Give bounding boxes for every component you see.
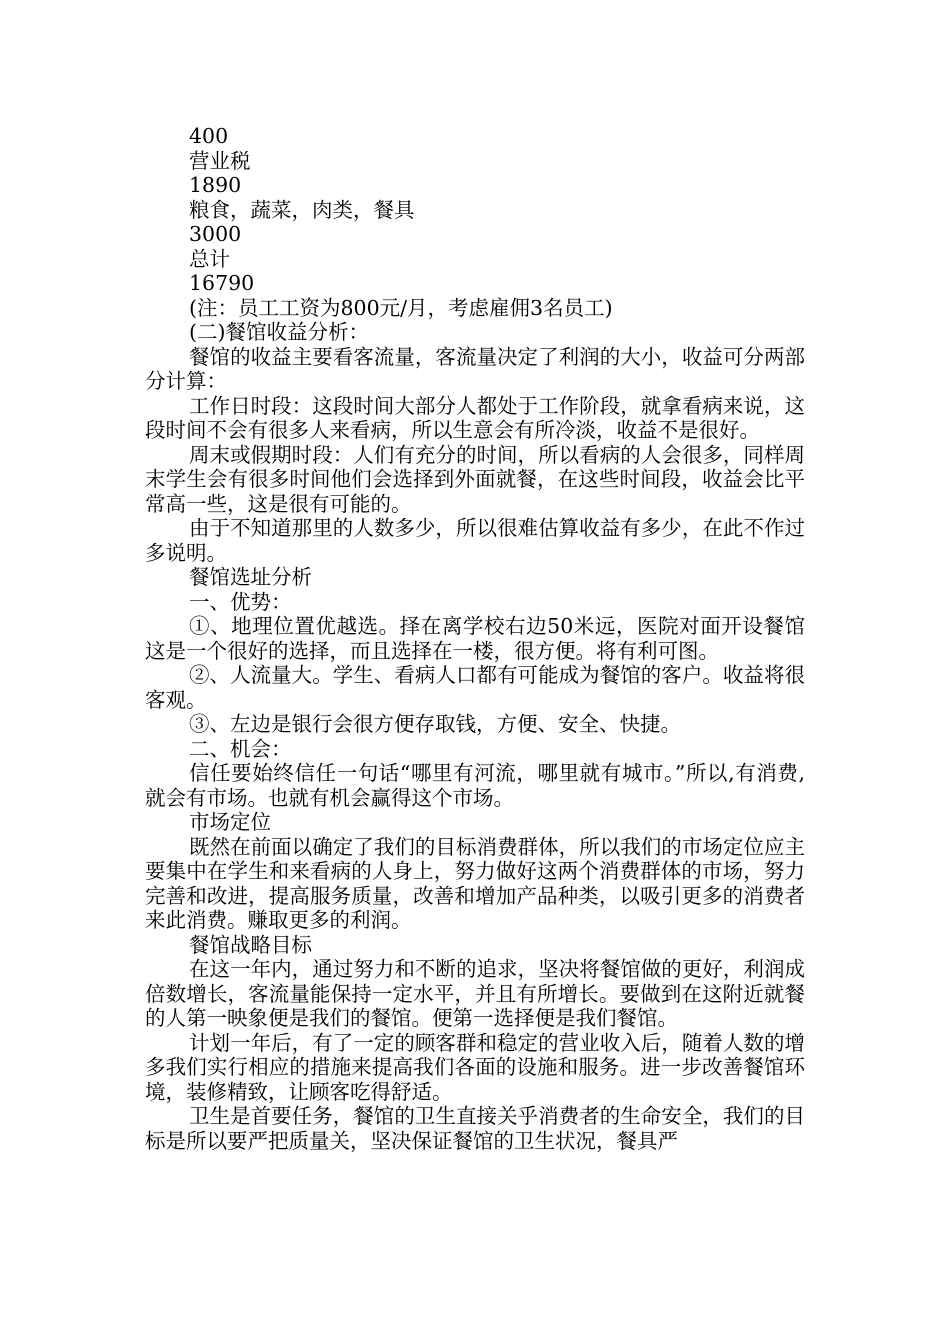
paragraph: ②、人流量大。学生、看病人口都有可能成为餐馆的客户。收益将很客观。 <box>145 663 805 712</box>
section-heading: 餐馆选址分析 <box>189 565 312 589</box>
text-line: 16790 <box>189 271 255 295</box>
text-line: 400 <box>189 124 229 148</box>
paragraph: 计划一年后，有了一定的顾客群和稳定的营业收入后，随着人数的增多我们实行相应的措施来提高我们各面的设施和服务。进一步改善餐馆环境，装修精致，让顾客吃得舒适。 <box>145 1030 805 1104</box>
paragraph: 既然在前面以确定了我们的目标消费群体，所以我们的市场定位应主要集中在学生和来看病的人身上，努力做好这两个消费群体的市场，努力完善和改进，提高服务质量，改善和增加产品种类，以吸引更多的消费者来此消费。赚取更多的利润。 <box>145 834 805 932</box>
paragraph: 卫生是首要任务，餐馆的卫生直接关乎消费者的生命安全，我们的目标是所以要严把质量关，坚决保证餐馆的卫生状况，餐具严 <box>145 1104 805 1153</box>
section-heading: 二、机会： <box>189 736 292 761</box>
section-heading: 餐馆战略目标 <box>189 932 312 957</box>
text-line: 总计 <box>189 246 230 271</box>
paragraph: 工作日时段：这段时间大部分人都处于工作阶段，就拿看病来说，这段时间不会有很多人来看病，所以生意会有所冷淡，收益不是很好。 <box>145 393 805 442</box>
text-line: 1890 <box>189 173 242 197</box>
paragraph: 周末或假期时段：人们有充分的时间，所以看病的人会很多，同样周末学生会有很多时间他们会选择到外面就餐，在这些时间段，收益会比平常高一些，这是很有可能的。 <box>145 442 805 516</box>
text-line: 营业税 <box>189 148 251 173</box>
paragraph: 信任要始终信任一句话“哪里有河流，哪里就有城市。”所以,有消费,就会有市场。也就有机会赢得这个市场。 <box>145 761 805 810</box>
paragraph: 餐馆的收益主要看客流量，客流量决定了利润的大小，收益可分两部分计算： <box>145 344 805 393</box>
paragraph: ①、地理位置优越选。择在离学校右边50米远，医院对面开设餐馆这是一个很好的选择，而且选择在一楼，很方便。将有利可图。 <box>145 614 805 663</box>
paragraph: ③、左边是银行会很方便存取钱，方便、安全、快捷。 <box>189 712 681 736</box>
section-heading: (二)餐馆收益分析： <box>189 320 369 344</box>
paragraph: 由于不知道那里的人数多少，所以很难估算收益有多少，在此不作过多说明。 <box>145 516 805 565</box>
section-heading: 一、优势： <box>189 589 292 614</box>
paragraph: 在这一年内，通过努力和不断的追求，坚决将餐馆做的更好，利润成倍数增长，客流量能保持一定水平，并且有所增长。要做到在这附近就餐的人第一映象便是我们的餐馆。便第一选择便是我们餐馆。 <box>145 957 805 1030</box>
text-line: 3000 <box>189 222 242 246</box>
text-line: 粮食，蔬菜，肉类，餐具 <box>189 197 415 222</box>
document-page <box>145 124 805 1153</box>
note-line: (注：员工工资为800元/月，考虑雇佣3名员工) <box>189 295 613 320</box>
section-heading: 市场定位 <box>189 810 271 834</box>
